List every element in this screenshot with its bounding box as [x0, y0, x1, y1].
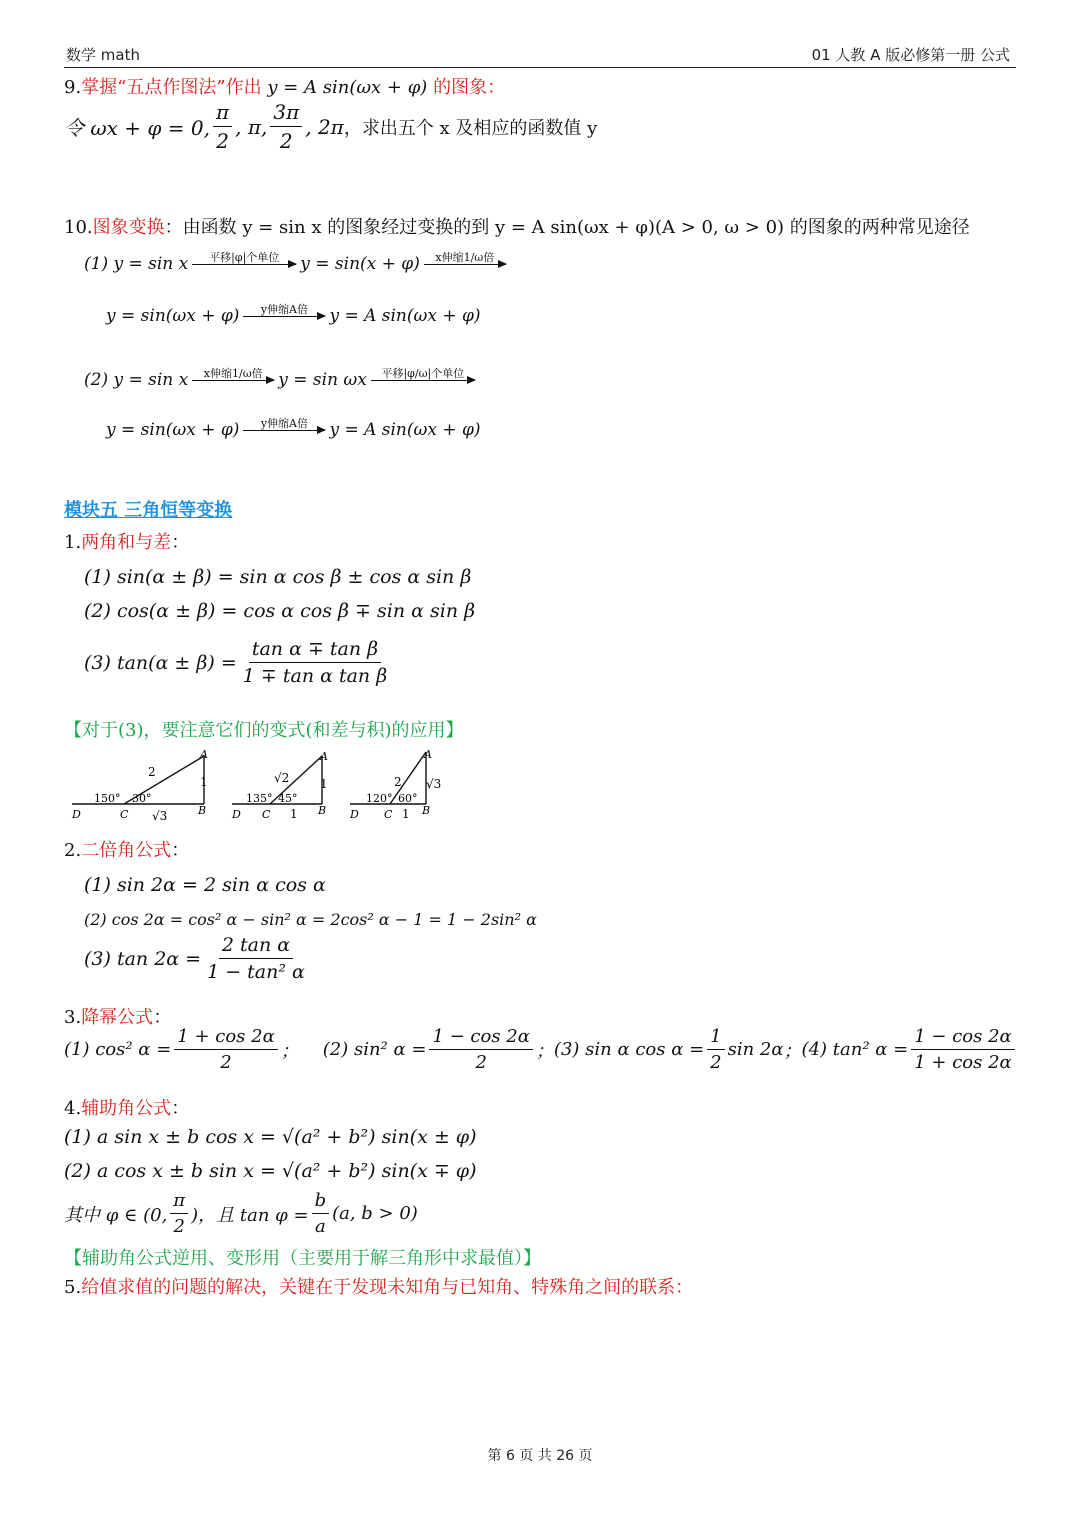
triangle-120-60	[349, 748, 441, 821]
route2-b: y = sin ωx	[278, 370, 367, 390]
sec1-f3-num: tan α ∓ tan β	[249, 638, 381, 663]
item10-sep: ：	[164, 217, 183, 238]
tri3-label-c: C	[384, 808, 393, 821]
sec5-num: 5.	[64, 1277, 82, 1298]
tri2-label-a: A	[320, 750, 328, 763]
sec3-sep3: ；	[783, 1040, 802, 1062]
item9-num: 9.	[64, 77, 82, 98]
sec4-title: 辅助角公式	[81, 1098, 172, 1119]
tri1-hyp: 2	[148, 765, 156, 779]
route2-arrow3	[243, 418, 325, 431]
sec4-title-line	[64, 1094, 189, 1120]
header-rule	[64, 67, 1016, 68]
sec2-formula2: (2) cos 2α = cos² α − sin² α = 2cos² α − 1 = 1 − 2sin² α	[84, 910, 537, 929]
sec3-sep1: ；	[280, 1040, 299, 1062]
sec3-p2-num: 1 − cos 2α	[429, 1026, 532, 1050]
tri2-base: 1	[290, 807, 298, 821]
sec4-num: 4.	[64, 1098, 82, 1119]
route1-arrow3-label: y伸缩A倍	[260, 303, 309, 316]
sec3-p3-num: 1	[707, 1026, 724, 1050]
triangle-135-45	[231, 750, 328, 821]
tri1-label-b: B	[198, 804, 207, 817]
sec3-colon: ：	[153, 1007, 172, 1028]
route2-arrow1	[192, 368, 274, 381]
route1-line1	[84, 252, 510, 274]
sec3-title: 降幂公式	[81, 1007, 154, 1028]
sec2-formula3	[84, 934, 311, 983]
sec4-formula1: (1) a sin x ± b cos x = √(a² + b²) sin(x ± φ)	[64, 1126, 477, 1148]
route2-d: y = A sin(ωx + φ)	[329, 420, 481, 440]
tri2-label-b: B	[318, 804, 327, 817]
sec2-f3-num: 2 tan α	[219, 934, 293, 959]
sec3-p1-frac	[174, 1026, 277, 1073]
tri1-angle2: 30°	[132, 792, 152, 805]
sec3-p1-num: 1 + cos 2α	[174, 1026, 277, 1050]
tri1-angle1: 150°	[94, 792, 121, 805]
route2-a: (2) y = sin x	[84, 370, 189, 390]
sec3-p1-pre: (1) cos² α =	[64, 1039, 172, 1060]
tri1-label-d: D	[72, 808, 81, 821]
sec4-colon: ：	[171, 1098, 190, 1119]
item10-title-line	[64, 213, 970, 239]
route1-arrow1	[192, 252, 296, 265]
triangle-150-30	[71, 748, 208, 823]
tri1-label-a: A	[200, 748, 208, 761]
module5-title: 模块五 三角恒等变换	[64, 500, 233, 521]
sec2-f3-frac	[204, 934, 308, 983]
sec2-title: 二倍角公式	[81, 840, 172, 861]
sec4-cond-post: (a, b > 0)	[332, 1203, 418, 1224]
sec3-p4-frac	[911, 1026, 1014, 1073]
item10-body: 由函数 y = sin x 的图象经过变换的到 y = A sin(ωx + φ)(A > 0, ω > 0) 的图象的两种常见途径	[182, 217, 970, 238]
sec4-cond-frac-pi-2: $\frac{\pi}{2}$	[170, 1190, 188, 1237]
sec4-cond-mid: )，且 tan φ =	[191, 1204, 309, 1226]
sec3-p2-pre: (2) sin² α =	[322, 1039, 427, 1060]
tri3-leg: √3	[426, 777, 442, 791]
route2-line2	[106, 418, 481, 440]
tri1-leg: 1	[200, 775, 208, 789]
route2-c: y = sin(ωx + φ)	[106, 420, 240, 440]
sec3-p3-frac	[707, 1026, 724, 1073]
sec2-colon: ：	[171, 840, 190, 861]
sec3-sep2: ；	[535, 1040, 554, 1062]
route1-b: y = sin(x + φ)	[300, 254, 420, 274]
sec4-cond-frac-b-a: $\frac{b}{a}$	[312, 1190, 330, 1237]
sec1-note: 【对于(3)，要注意它们的变式(和差与积)的应用】	[64, 720, 464, 741]
sec3-p4-num: 1 − cos 2α	[911, 1026, 1014, 1050]
header-right: 01 人教 A 版必修第一册 公式	[811, 46, 1010, 64]
header-left: 数学 math	[66, 46, 140, 64]
sec3-p3-post: sin 2α	[727, 1039, 784, 1060]
sec4-formula2: (2) a cos x ± b sin x = √(a² + b²) sin(x ∓ φ)	[64, 1160, 477, 1182]
sec1-colon: ：	[171, 532, 190, 553]
item10-num: 10.	[64, 217, 93, 238]
sec2-f3-den: 1 − tan² α	[207, 961, 305, 983]
frac-pi-over-2: $\frac{\pi}{2}$	[213, 100, 232, 153]
tri1-label-c: C	[120, 808, 129, 821]
item9-tail: 的图象：	[433, 77, 506, 98]
sec1-title: 两角和与差	[81, 532, 172, 553]
item9-line2: 令 ωx + φ = 0, $\frac{\pi}{2}$ , π, $\frac{3\pi}{2}$ , 2π ，求出五个 x 及相应的函数值 y	[64, 100, 598, 153]
sec4-condition	[64, 1190, 418, 1237]
route1-arrow2-label: x伸缩1/ω倍	[435, 251, 495, 264]
item9-expr: y = A sin(ωx + φ)	[267, 77, 428, 98]
sec2-title-line	[64, 836, 189, 862]
sec3-p2-frac	[429, 1026, 532, 1073]
sec3-formulas	[64, 1026, 1018, 1073]
route1-arrow1-label: 平移|φ|个单位	[209, 251, 280, 264]
sec1-num: 1.	[64, 532, 82, 553]
sec4-note: 【辅助角公式逆用、变形用（主要用于解三角形中求最值）】	[64, 1248, 541, 1269]
sec3-num: 3.	[64, 1007, 82, 1028]
item10-title: 图象变换	[92, 217, 165, 238]
route1-arrow2	[424, 252, 506, 265]
sec3-p1-den: 2	[220, 1052, 232, 1073]
item9-title: 掌握“五点作图法”作出	[81, 77, 262, 98]
tri3-label-d: D	[350, 808, 359, 821]
tri3-angle1: 120°	[366, 792, 393, 805]
route1-a: (1) y = sin x	[84, 254, 189, 274]
tri2-angle2: 45°	[278, 792, 298, 805]
sec5-text: 给值求值的问题的解决，关键在于发现未知角与已知角、特殊角之间的联系：	[81, 1277, 694, 1298]
route2-arrow3-label: y伸缩A倍	[260, 417, 309, 430]
route1-d: y = A sin(ωx + φ)	[329, 306, 481, 326]
item9-line2-post: ，求出五个 x 及相应的函数值 y	[343, 117, 598, 139]
tri3-base: 1	[402, 807, 410, 821]
tri3-label-b: B	[422, 804, 431, 817]
tri2-leg: 1	[320, 777, 328, 791]
tri2-hyp: √2	[274, 771, 290, 785]
route2-arrow2-label: 平移|φ/ω|个单位	[381, 367, 465, 380]
sec1-f3-pre: (3) tan(α ± β) =	[84, 651, 237, 674]
route1-c: y = sin(ωx + φ)	[106, 306, 240, 326]
route1-arrow3	[243, 304, 325, 317]
sec1-formula2: (2) cos(α ± β) = cos α cos β ∓ sin α sin β	[84, 600, 476, 622]
sec4-cond-pre: 其中 φ ∈ (0,	[64, 1204, 168, 1226]
item9-line2-pre: 令 ωx + φ = 0,	[64, 116, 210, 140]
sec2-num: 2.	[64, 840, 82, 861]
sec3-p4-den: 1 + cos 2α	[914, 1052, 1012, 1073]
tri3-hyp: 2	[394, 775, 402, 789]
sec1-f3-frac	[240, 638, 390, 687]
sec5-line	[64, 1273, 693, 1299]
route2-arrow2	[371, 368, 475, 381]
tri1-base: √3	[152, 809, 168, 823]
route2-arrow1-label: x伸缩1/ω倍	[203, 367, 263, 380]
sec3-p4-pre: (4) tan² α =	[801, 1039, 909, 1060]
sec1-title-line	[64, 528, 189, 554]
page-number: 第 6 页 共 26 页	[487, 1448, 593, 1464]
route2-line1	[84, 368, 479, 390]
tri2-label-d: D	[232, 808, 241, 821]
tri3-angle2: 60°	[398, 792, 418, 805]
item9-title-line	[64, 73, 505, 99]
sec3-p3-den: 2	[710, 1052, 722, 1073]
tri2-angle1: 135°	[246, 792, 273, 805]
tri3-label-a: A	[424, 748, 432, 761]
route1-line2	[106, 304, 481, 326]
sec1-formula3	[84, 638, 393, 687]
sec1-f3-den: 1 ∓ tan α tan β	[242, 665, 388, 687]
sec3-p3-pre: (3) sin α cos α =	[553, 1039, 705, 1060]
frac-3pi-over-2: $\frac{3\pi}{2}$	[270, 100, 302, 153]
sec2-formula1: (1) sin 2α = 2 sin α cos α	[84, 874, 326, 896]
sec2-f3-pre: (3) tan 2α =	[84, 947, 202, 970]
sec3-p2-den: 2	[475, 1052, 487, 1073]
tri2-label-c: C	[262, 808, 271, 821]
sec1-formula1: (1) sin(α ± β) = sin α cos β ± cos α sin β	[84, 566, 472, 588]
triangles-figure	[64, 746, 454, 826]
